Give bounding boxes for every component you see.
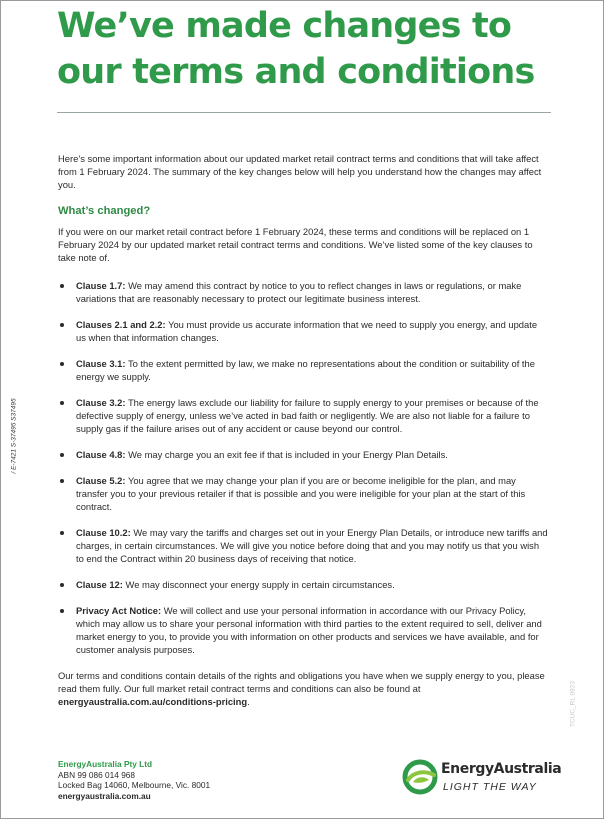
clause-label: Clause 1.7:	[76, 280, 126, 291]
logo-brand-text: EnergyAustralia	[441, 761, 562, 777]
document-code-text: TCUC_RL 0923	[569, 680, 577, 728]
section-lead-paragraph: If you were on our market retail contract before 1 February 2024, these terms and conditions will be replaced on 1 February 2024 by our updated market retail contract terms and conditions. We’ve listed some of the key clauses to take note of.	[58, 226, 533, 263]
list-item	[58, 318, 548, 344]
clause-label: Clause 4.8:	[76, 449, 126, 460]
abn-number: ABN 99 086 014 968	[58, 769, 136, 780]
content-body	[58, 152, 548, 708]
intro-paragraph: Here’s some important information about our updated market retail contract terms and conditions that will take affect from 1 February 2024. The summary of the key changes below will help you understand how the changes may affect you.	[58, 153, 542, 190]
clause-text: We may charge you an exit fee if that is included in your Energy Plan Details.	[125, 449, 448, 460]
list-item	[58, 279, 548, 305]
closing-text: Our terms and conditions contain details of the rights and obligations you have when we supply energy to you, please read them fully. Our full market retail contract terms and conditions can also be found at	[58, 670, 545, 694]
logo-tagline: LIGHT THE WAY	[443, 781, 537, 793]
logo-swirl-icon	[401, 758, 441, 798]
list-item	[58, 526, 548, 565]
list-item	[58, 448, 548, 461]
clause-label: Privacy Act Notice:	[76, 605, 162, 616]
company-name: EnergyAustralia Pty Ltd	[58, 759, 153, 769]
clause-text: To the extent permitted by law, we make no representations about the condition or suitability of the energy we supply.	[76, 358, 535, 382]
energyaustralia-logo	[401, 758, 561, 798]
clause-label: Clause 3.2:	[76, 397, 126, 408]
list-item	[58, 578, 548, 591]
clause-label: Clause 10.2:	[76, 527, 131, 538]
list-item	[58, 357, 548, 383]
title-divider	[57, 112, 551, 113]
clause-list	[58, 279, 548, 656]
document-code	[567, 669, 579, 739]
side-reference-text: / E-7421 S-37495 S37495	[10, 398, 18, 474]
conditions-pricing-link[interactable]: energyaustralia.com.au/conditions-pricing	[58, 696, 248, 707]
clause-text: We will collect and use your personal information in accordance with our Privacy Policy, which may allow us to share your personal information with third parties to the extent required to sell, deliver and market energy to you, to provide you with information on other products and services we have available, and for customer analysis purposes.	[76, 605, 542, 655]
clause-text: We may disconnect your energy supply in certain circumstances.	[122, 579, 395, 590]
clause-text: You agree that we may change your plan if you are or become ineligible for the plan, and may transfer you to your previous retailer if that is possible and you were ineligible for your plan at the start of this contract.	[76, 475, 526, 512]
clause-label: Clause 12:	[76, 579, 123, 590]
list-item	[58, 396, 548, 435]
page-title: We’ve made changes to our terms and conditions	[57, 6, 535, 92]
clause-label: Clause 3.1:	[76, 358, 126, 369]
list-item	[58, 474, 548, 513]
closing-paragraph	[58, 669, 548, 708]
clause-text: We may vary the tariffs and charges set out in your Energy Plan Details, or introduce new tariffs and charges, in certain circumstances. We will give you notice before doing that and you may notify us that you wish to end the Contract within 20 business days of receiving that notice.	[76, 527, 548, 564]
clause-text: We may amend this contract by notice to you to reflect changes in laws or regulations, or make variations that are reasonably necessary to protect our legitimate business interest.	[76, 280, 522, 304]
list-item	[58, 604, 548, 656]
footer-address-block	[58, 759, 210, 801]
clause-text: You must provide us accurate information that we need to supply you energy, and update us when that information changes.	[76, 319, 538, 343]
clause-label: Clause 5.2:	[76, 475, 126, 486]
postal-address: Locked Bag 14060, Melbourne, Vic. 8001	[58, 780, 211, 790]
side-reference-code	[8, 381, 20, 491]
website-link[interactable]: energyaustralia.com.au	[58, 790, 151, 801]
clause-text: The energy laws exclude our liability for failure to supply energy to your premises or because of the defective supply of energy, unless we’ve acted in bad faith or negligently. We are also not liable for a failure to supply gas if the failure arises out of any accident or cause beyond our control.	[76, 397, 539, 434]
closing-end: .	[247, 696, 250, 707]
clause-label: Clauses 2.1 and 2.2:	[76, 319, 166, 330]
section-heading: What’s changed?	[58, 205, 151, 217]
